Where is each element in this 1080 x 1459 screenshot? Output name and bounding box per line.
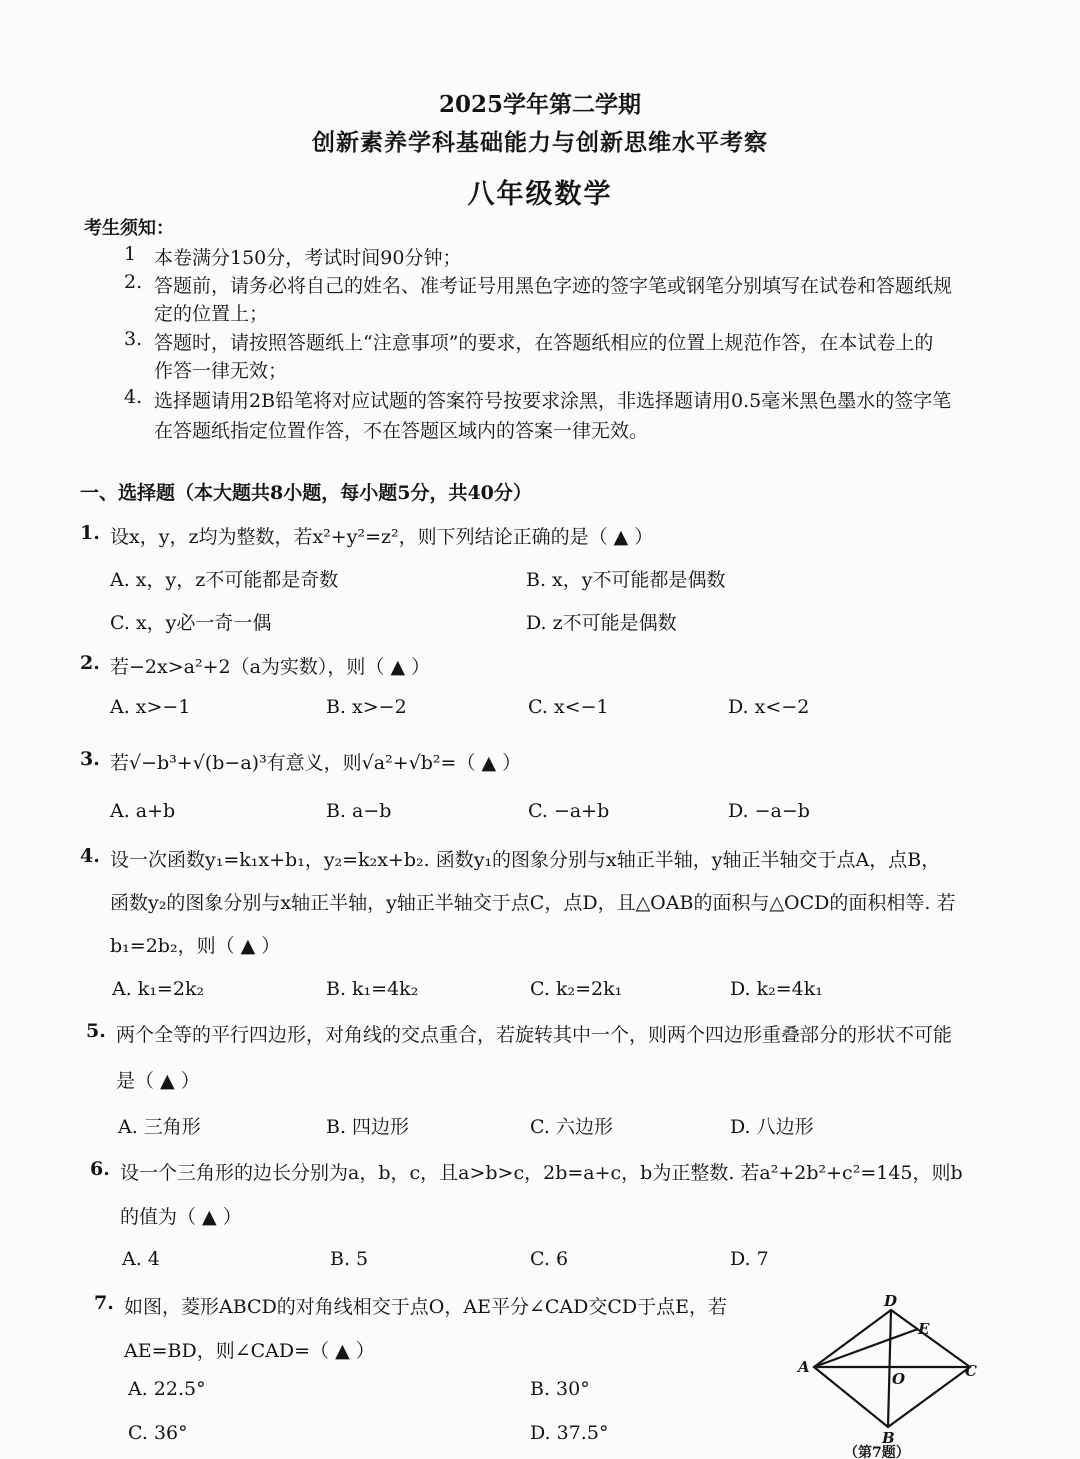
- notice-line: 答题时，请按照答题纸上“注意事项”的要求，在答题纸相应的位置上规范作答，在本试卷上的: [154, 332, 934, 354]
- option: A. x>−1: [110, 696, 191, 718]
- option: A. x，y，z不可能都是奇数: [110, 569, 339, 591]
- question-text: 是（ ▲ ）: [116, 1070, 200, 1092]
- notice-line: 选择题请用2B铅笔将对应试题的答案符号按要求涂黑，非选择题请用0.5毫米黑色墨水的签字笔: [154, 390, 952, 412]
- option: A. k₁=2k₂: [112, 978, 205, 1000]
- option: A. a+b: [110, 800, 176, 822]
- option: A. 22.5°: [128, 1378, 206, 1400]
- question-text: 的值为（ ▲ ）: [120, 1206, 242, 1228]
- question-number: 2.: [80, 652, 100, 674]
- exam-term: 2025学年第二学期: [438, 91, 641, 118]
- section-heading: 一、选择题（本大题共8小题，每小题5分，共40分）: [80, 482, 532, 504]
- question-number: 5.: [86, 1020, 106, 1042]
- label-d: D: [884, 1292, 898, 1310]
- option: B. a−b: [326, 800, 392, 822]
- label-e: E: [918, 1320, 930, 1338]
- question-number: 1.: [80, 522, 100, 544]
- option: C. 六边形: [530, 1116, 613, 1138]
- question-text: 设x，y，z均为整数，若x²+y²=z²，则下列结论正确的是（ ▲ ）: [110, 526, 654, 548]
- notice-heading: 考生须知：: [84, 218, 174, 239]
- label-b: B: [882, 1429, 895, 1447]
- option: C. 6: [530, 1248, 569, 1270]
- option: D. z不可能是偶数: [526, 612, 677, 634]
- label-o: O: [892, 1370, 906, 1388]
- question-text: AE=BD，则∠CAD=（ ▲ ）: [124, 1340, 375, 1362]
- rhombus-outline: [814, 1310, 970, 1427]
- notice-num: 1: [124, 243, 137, 265]
- question-number: 3.: [80, 748, 100, 770]
- figure-caption: （第7题）: [844, 1445, 910, 1459]
- label-c: C: [965, 1362, 977, 1380]
- question-text: 函数y₂的图象分别与x轴正半轴，y轴正半轴交于点C，点D，且△OAB的面积与△OCD的面积相等. 若: [110, 892, 956, 914]
- question-number: 7.: [94, 1292, 114, 1314]
- notice-line: 定的位置上；: [154, 303, 269, 325]
- option: D. k₂=4k₁: [730, 978, 823, 1000]
- question-text: 若−2x>a²+2（a为实数），则（ ▲ ）: [110, 656, 431, 678]
- option: D. 37.5°: [530, 1422, 609, 1444]
- question-text: 设一个三角形的边长分别为a，b，c，且a>b>c，2b=a+c，b为正整数. 若a²+2b²+c²=145，则b: [120, 1162, 963, 1184]
- diagonal-bd: [888, 1310, 891, 1427]
- notice-line: 作答一律无效；: [154, 360, 288, 382]
- notice-line: 本卷满分150分，考试时间90分钟；: [154, 247, 462, 269]
- option: B. x>−2: [326, 696, 407, 718]
- option: C. k₂=2k₁: [530, 978, 623, 1000]
- question-text: b₁=2b₂，则（ ▲ ）: [110, 935, 281, 957]
- notice-line: 答题前，请务必将自己的姓名、准考证号用黑色字迹的签字笔或钢笔分别填写在试卷和答题纸规: [154, 275, 953, 297]
- notice-num: 2.: [124, 271, 143, 293]
- option: A. 4: [122, 1248, 160, 1270]
- rhombus-figure: [790, 1290, 990, 1459]
- question-text: 若√−b³+√(b−a)³有意义，则√a²+√b²=（ ▲ ）: [110, 752, 522, 774]
- question-text: 设一次函数y₁=k₁x+b₁，y₂=k₂x+b₂. 函数y₁的图象分别与x轴正半轴，y轴正半轴交于点A，点B，: [110, 849, 941, 871]
- option: B. 30°: [530, 1378, 590, 1400]
- question-number: 4.: [80, 845, 100, 867]
- option: D. 八边形: [730, 1116, 814, 1138]
- option: D. x<−2: [728, 696, 810, 718]
- option: A. 三角形: [118, 1116, 201, 1138]
- option: B. 四边形: [326, 1116, 410, 1138]
- label-a: A: [798, 1358, 810, 1376]
- option: C. 36°: [128, 1422, 188, 1444]
- subject-title: 八年级数学: [467, 179, 613, 210]
- option: C. −a+b: [528, 800, 610, 822]
- option: C. x，y必一奇一偶: [110, 612, 272, 634]
- question-number: 6.: [90, 1158, 110, 1180]
- question-text: 如图，菱形ABCD的对角线相交于点O，AE平分∠CAD交CD于点E，若: [124, 1296, 728, 1318]
- option: B. k₁=4k₂: [326, 978, 419, 1000]
- option: B. 5: [330, 1248, 369, 1270]
- exam-title: 创新素养学科基础能力与创新思维水平考察: [312, 129, 768, 156]
- notice-num: 3.: [124, 328, 143, 350]
- question-text: 两个全等的平行四边形，对角线的交点重合，若旋转其中一个，则两个四边形重叠部分的形状不可能: [116, 1024, 953, 1046]
- option: D. 7: [730, 1248, 769, 1270]
- option: C. x<−1: [528, 696, 609, 718]
- option: B. x，y不可能都是偶数: [526, 569, 726, 591]
- option: D. −a−b: [728, 800, 810, 822]
- notice-num: 4.: [124, 386, 143, 408]
- notice-line: 在答题纸指定位置作答，不在答题区域内的答案一律无效。: [154, 420, 649, 442]
- segment-ae: [814, 1329, 918, 1367]
